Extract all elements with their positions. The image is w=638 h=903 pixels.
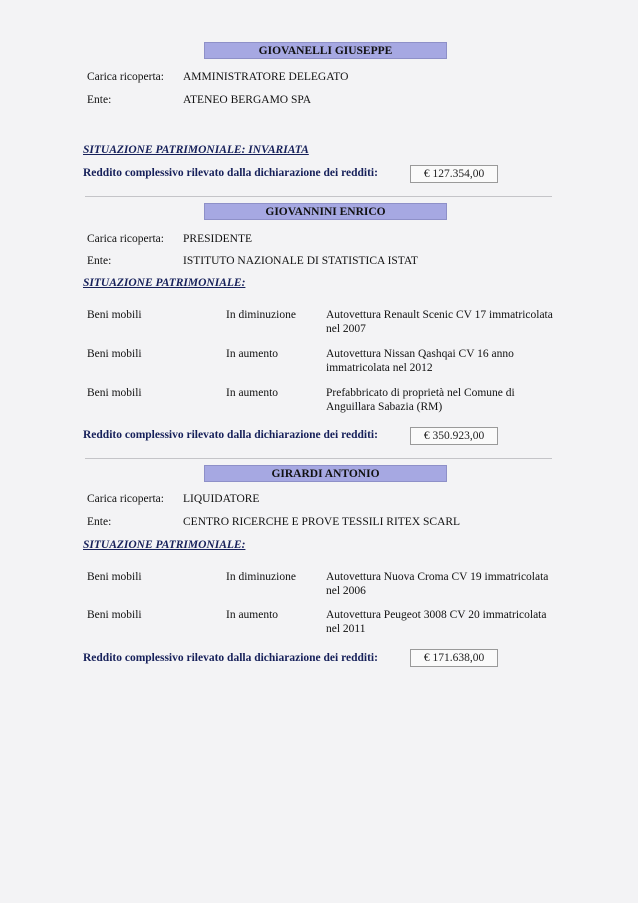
bene-tipo: Beni mobili bbox=[87, 348, 142, 360]
situazione-heading: SITUAZIONE PATRIMONIALE: bbox=[83, 277, 246, 289]
reddito-label: Reddito complessivo rilevato dalla dichiarazione dei redditi: bbox=[83, 167, 378, 179]
bene-tipo: Beni mobili bbox=[87, 309, 142, 321]
carica-value: LIQUIDATORE bbox=[183, 493, 260, 505]
ente-label: Ente: bbox=[87, 255, 112, 267]
bene-variazione: In diminuzione bbox=[226, 309, 296, 321]
bene-variazione: In aumento bbox=[226, 348, 279, 360]
ente-value: CENTRO RICERCHE E PROVE TESSILI RITEX SCARL bbox=[183, 516, 461, 528]
ente-value: ATENEO BERGAMO SPA bbox=[183, 94, 312, 106]
section-divider bbox=[85, 196, 552, 197]
ente-label: Ente: bbox=[87, 516, 112, 528]
carica-label: Carica ricoperta: bbox=[87, 493, 164, 505]
situazione-heading: SITUAZIONE PATRIMONIALE: bbox=[83, 539, 246, 551]
reddito-amount-box: € 171.638,00 bbox=[410, 649, 498, 667]
situazione-heading: SITUAZIONE PATRIMONIALE: INVARIATA bbox=[83, 144, 309, 156]
carica-label: Carica ricoperta: bbox=[87, 233, 164, 245]
person-name-bar: GIRARDI ANTONIO bbox=[204, 465, 447, 482]
bene-descrizione: Autovettura Peugeot 3008 CV 20 immatricolata nel 2011 bbox=[326, 609, 547, 635]
reddito-label: Reddito complessivo rilevato dalla dichiarazione dei redditi: bbox=[83, 652, 378, 664]
ente-value: ISTITUTO NAZIONALE DI STATISTICA ISTAT bbox=[183, 255, 418, 267]
bene-variazione: In diminuzione bbox=[226, 571, 296, 583]
person-name-bar: GIOVANNINI ENRICO bbox=[204, 203, 447, 220]
section-divider bbox=[85, 458, 552, 459]
carica-value: PRESIDENTE bbox=[183, 233, 252, 245]
bene-descrizione: Autovettura Nuova Croma CV 19 immatricolata nel 2006 bbox=[326, 571, 549, 597]
person-name-bar: GIOVANELLI GIUSEPPE bbox=[204, 42, 447, 59]
reddito-amount-box: € 350.923,00 bbox=[410, 427, 498, 445]
reddito-label: Reddito complessivo rilevato dalla dichiarazione dei redditi: bbox=[83, 429, 378, 441]
bene-tipo: Beni mobili bbox=[87, 571, 142, 583]
bene-tipo: Beni mobili bbox=[87, 609, 142, 621]
bene-descrizione: Autovettura Renault Scenic CV 17 immatricolata nel 2007 bbox=[326, 309, 553, 335]
bene-descrizione: Prefabbricato di proprietà nel Comune di Anguillara Sabazia (RM) bbox=[326, 387, 515, 413]
carica-value: AMMINISTRATORE DELEGATO bbox=[183, 71, 349, 83]
bene-tipo: Beni mobili bbox=[87, 387, 142, 399]
bene-variazione: In aumento bbox=[226, 609, 279, 621]
bene-variazione: In aumento bbox=[226, 387, 279, 399]
carica-label: Carica ricoperta: bbox=[87, 71, 164, 83]
ente-label: Ente: bbox=[87, 94, 112, 106]
reddito-amount-box: € 127.354,00 bbox=[410, 165, 498, 183]
bene-descrizione: Autovettura Nissan Qashqai CV 16 anno immatricolata nel 2012 bbox=[326, 348, 514, 374]
